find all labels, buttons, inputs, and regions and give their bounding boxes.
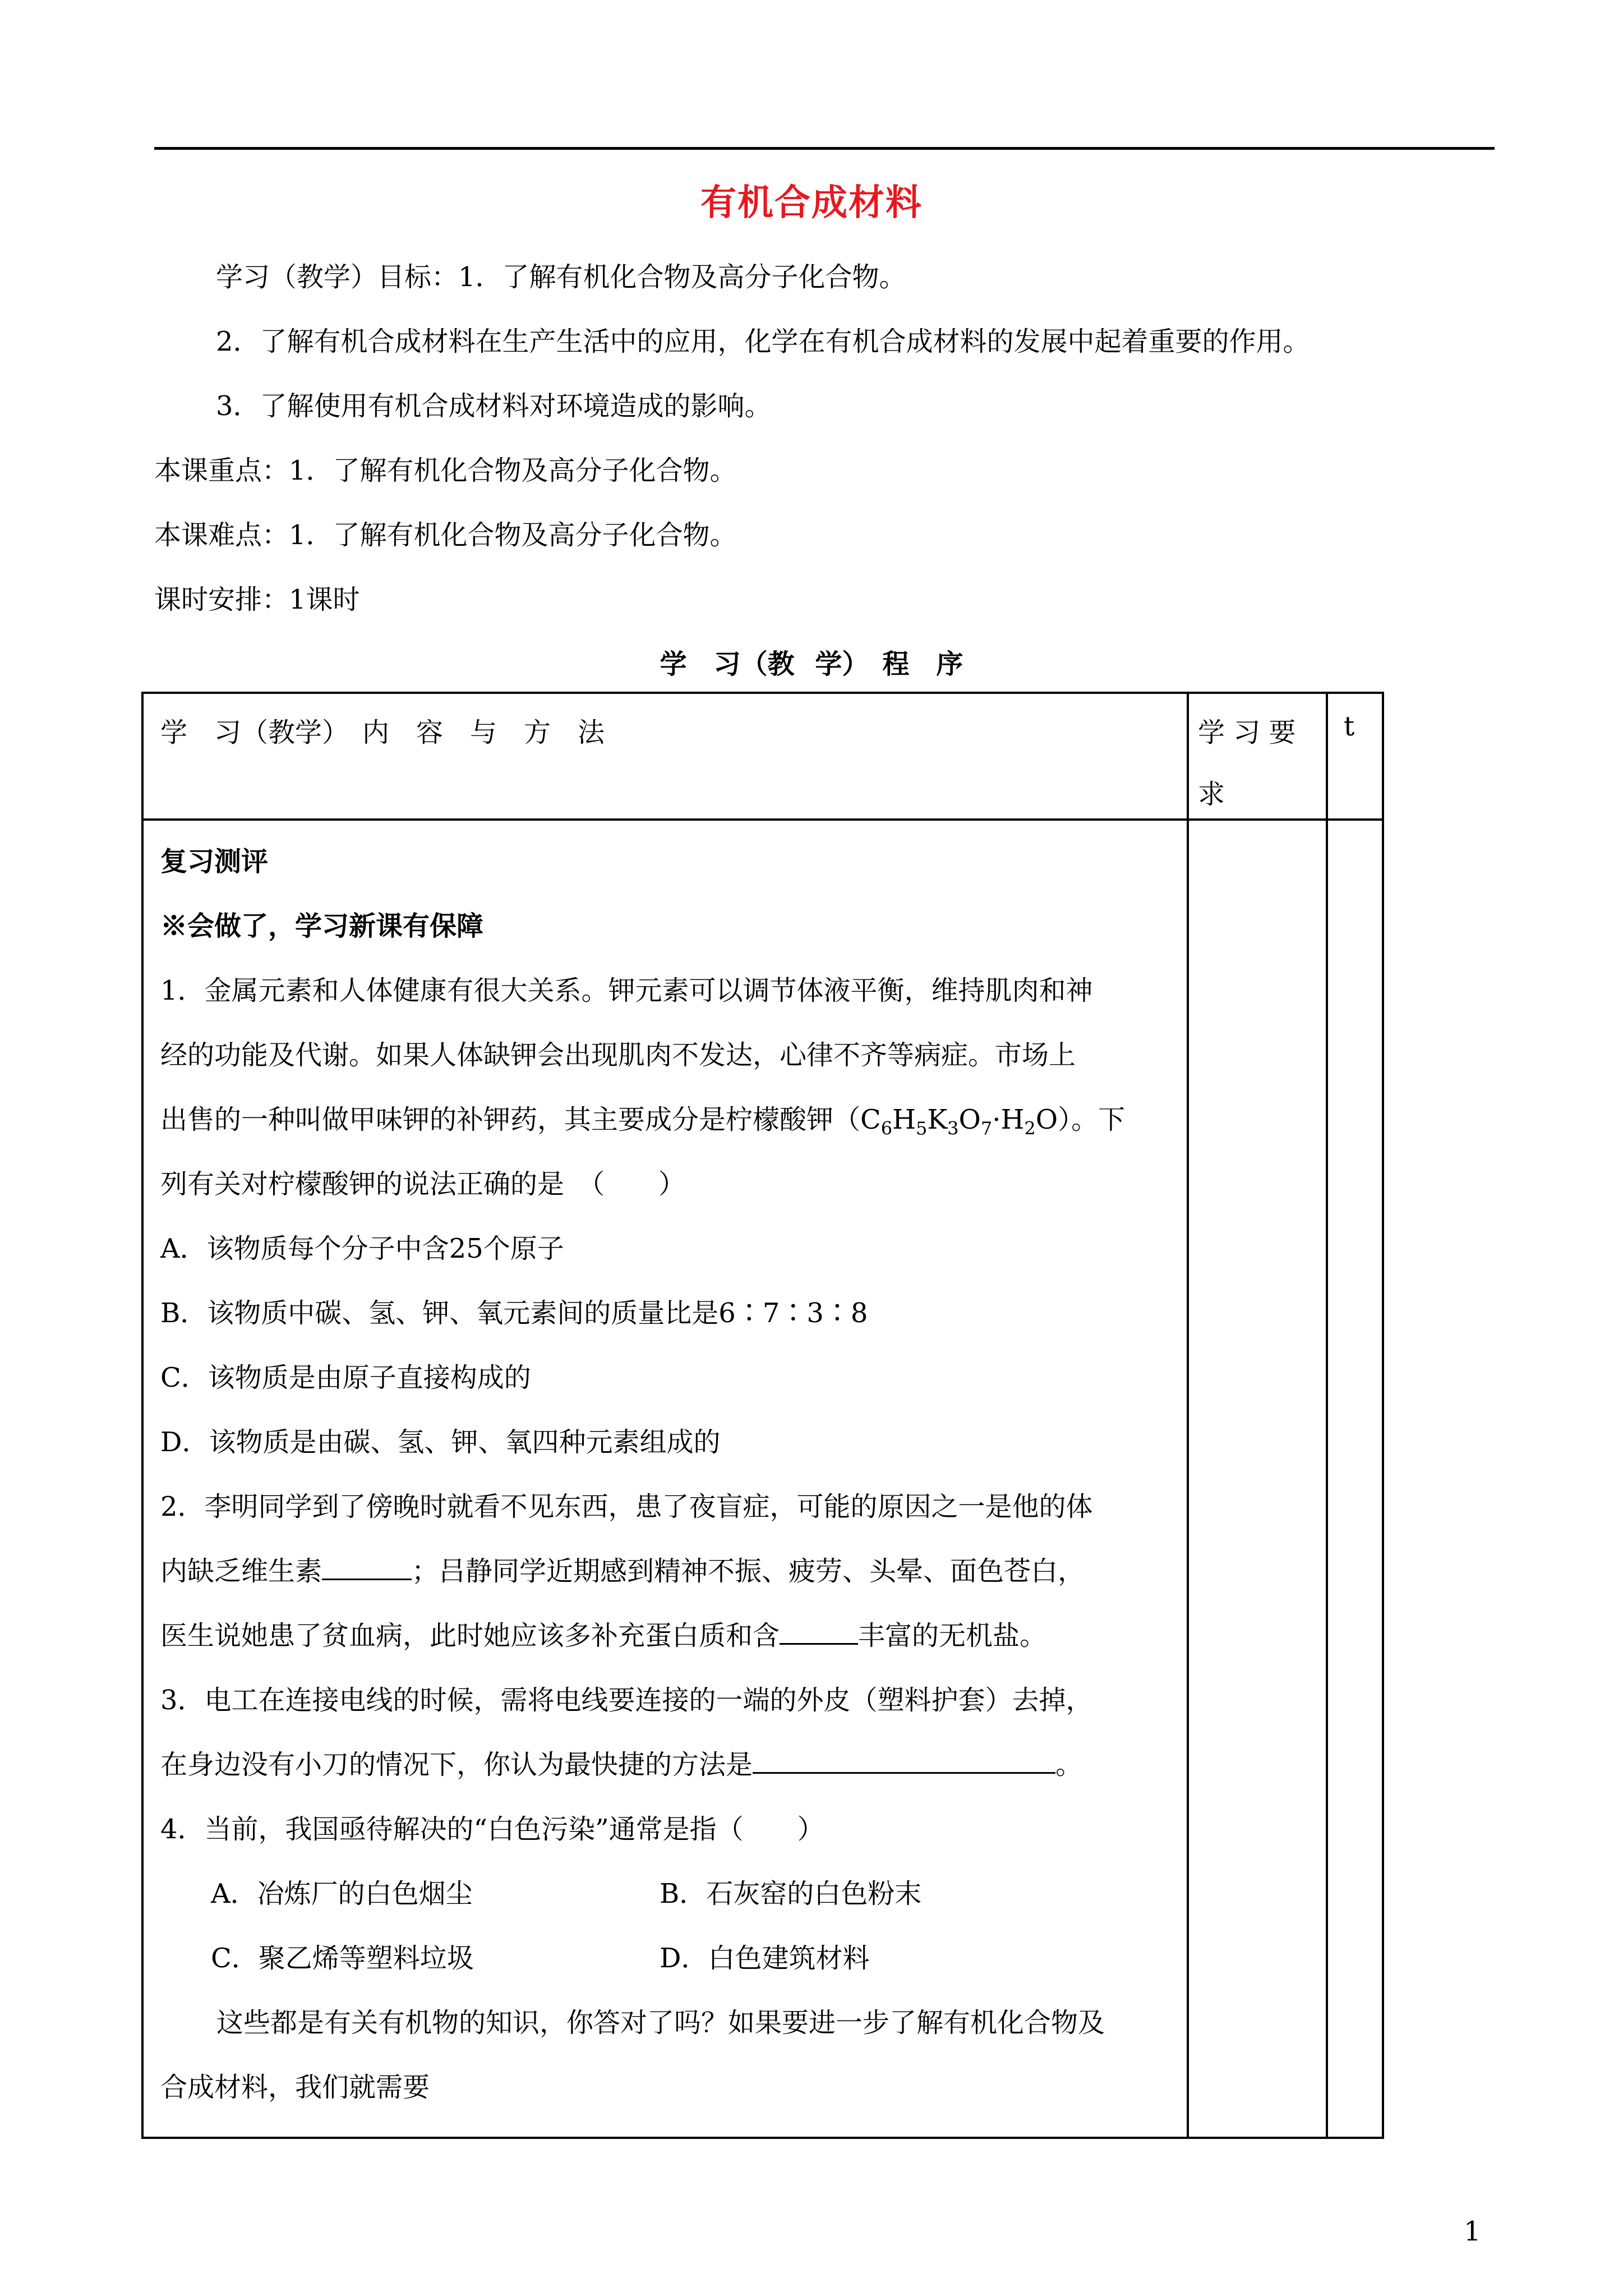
closing-line-2: 合成材料，我们就需要	[160, 2072, 430, 2103]
section-subtitle: ※会做了，学习新课有保障	[160, 910, 484, 942]
q1-option-d: D．该物质是由碳、氢、钾、氧四种元素组成的	[160, 1427, 721, 1458]
q1-option-b: B．该物质中碳、氢、钾、氧元素间的质量比是6∶7∶3∶8	[160, 1297, 868, 1329]
objective-line-2: 2．了解有机合成材料在生产生活中的应用，化学在有机合成材料的发展中起着重要的作用。	[216, 326, 1310, 357]
method-blank	[753, 1746, 1055, 1774]
mineral-blank	[780, 1617, 858, 1645]
objective-line-1: 学习（教学）目标：1．了解有机化合物及高分子化合物。	[216, 261, 906, 293]
q1-option-c: C．该物质是由原子直接构成的	[160, 1362, 531, 1393]
q2-line-1: 2．李明同学到了傍晚时就看不见东西，患了夜盲症，可能的原因之一是他的体	[160, 1491, 1093, 1522]
procedure-heading: 学 习（教 学） 程 序	[660, 648, 963, 680]
procedure-table	[141, 692, 1384, 2139]
closing-line-1: 这些都是有关有机物的知识，你答对了吗？如果要进一步了解有机化合物及	[216, 2007, 1105, 2039]
objective-line-3: 3．了解使用有机合成材料对环境造成的影响。	[216, 390, 772, 422]
header-requirement-1: 学 习 要	[1198, 717, 1296, 748]
q4-option-d: D．白色建筑材料	[660, 1943, 870, 1974]
header-content-method: 学 习（教学） 内 容 与 方 法	[160, 717, 605, 748]
table-divider-t	[1326, 694, 1328, 2137]
difficult-point: 本课难点：1．了解有机化合物及高分子化合物。	[154, 519, 737, 551]
header-t: t	[1344, 711, 1355, 742]
q3-line-2: 在身边没有小刀的情况下，你认为最快捷的方法是 。	[160, 1743, 1082, 1782]
section-title: 复习测评	[160, 846, 269, 877]
q4-line-1: 4．当前，我国亟待解决的“白色污染”通常是指（ ）	[160, 1814, 824, 1845]
header-requirement-2: 求	[1198, 779, 1225, 810]
table-header-divider	[144, 818, 1382, 821]
q1-option-a: A．该物质每个分子中含25个原子	[160, 1233, 564, 1264]
q2-line-2: 内缺乏维生素 ；吕静同学近期感到精神不振、疲劳、头晕、面色苍白，	[160, 1549, 1085, 1588]
q3-line-1: 3．电工在连接电线的时候，需将电线要连接的一端的外皮（塑料护套）去掉，	[160, 1685, 1093, 1716]
page-number: 1	[1464, 2216, 1481, 2247]
q4-option-a: A．冶炼厂的白色烟尘	[211, 1878, 473, 1910]
q4-option-c: C．聚乙烯等塑料垃圾	[211, 1943, 474, 1974]
q4-option-b: B．石灰窑的白色粉末	[660, 1878, 922, 1910]
lesson-schedule: 课时安排：1课时	[154, 584, 360, 615]
q1-line-3: 出售的一种叫做甲味钾的补钾药，其主要成分是柠檬酸钾$(C_6H_5K_3O_7\cdot H_2O)$。下	[160, 1104, 1126, 1139]
q1-line-1: 1．金属元素和人体健康有很大关系。钾元素可以调节体液平衡，维持肌肉和神	[160, 975, 1093, 1006]
vitamin-blank	[322, 1553, 412, 1580]
q2-line-3: 医生说她患了贫血病，此时她应该多补充蛋白质和含 丰富的无机盐。	[160, 1614, 1046, 1653]
q1-line-4: 列有关对柠檬酸钾的说法正确的是 （ ）	[160, 1168, 686, 1200]
q1-line-2: 经的功能及代谢。如果人体缺钾会出现肌肉不发达，心律不齐等病症。市场上	[160, 1039, 1076, 1071]
header-rule	[154, 147, 1495, 150]
key-point: 本课重点：1．了解有机化合物及高分子化合物。	[154, 455, 737, 486]
page-title: 有机合成材料	[700, 182, 923, 224]
table-divider-requirement	[1187, 694, 1189, 2137]
